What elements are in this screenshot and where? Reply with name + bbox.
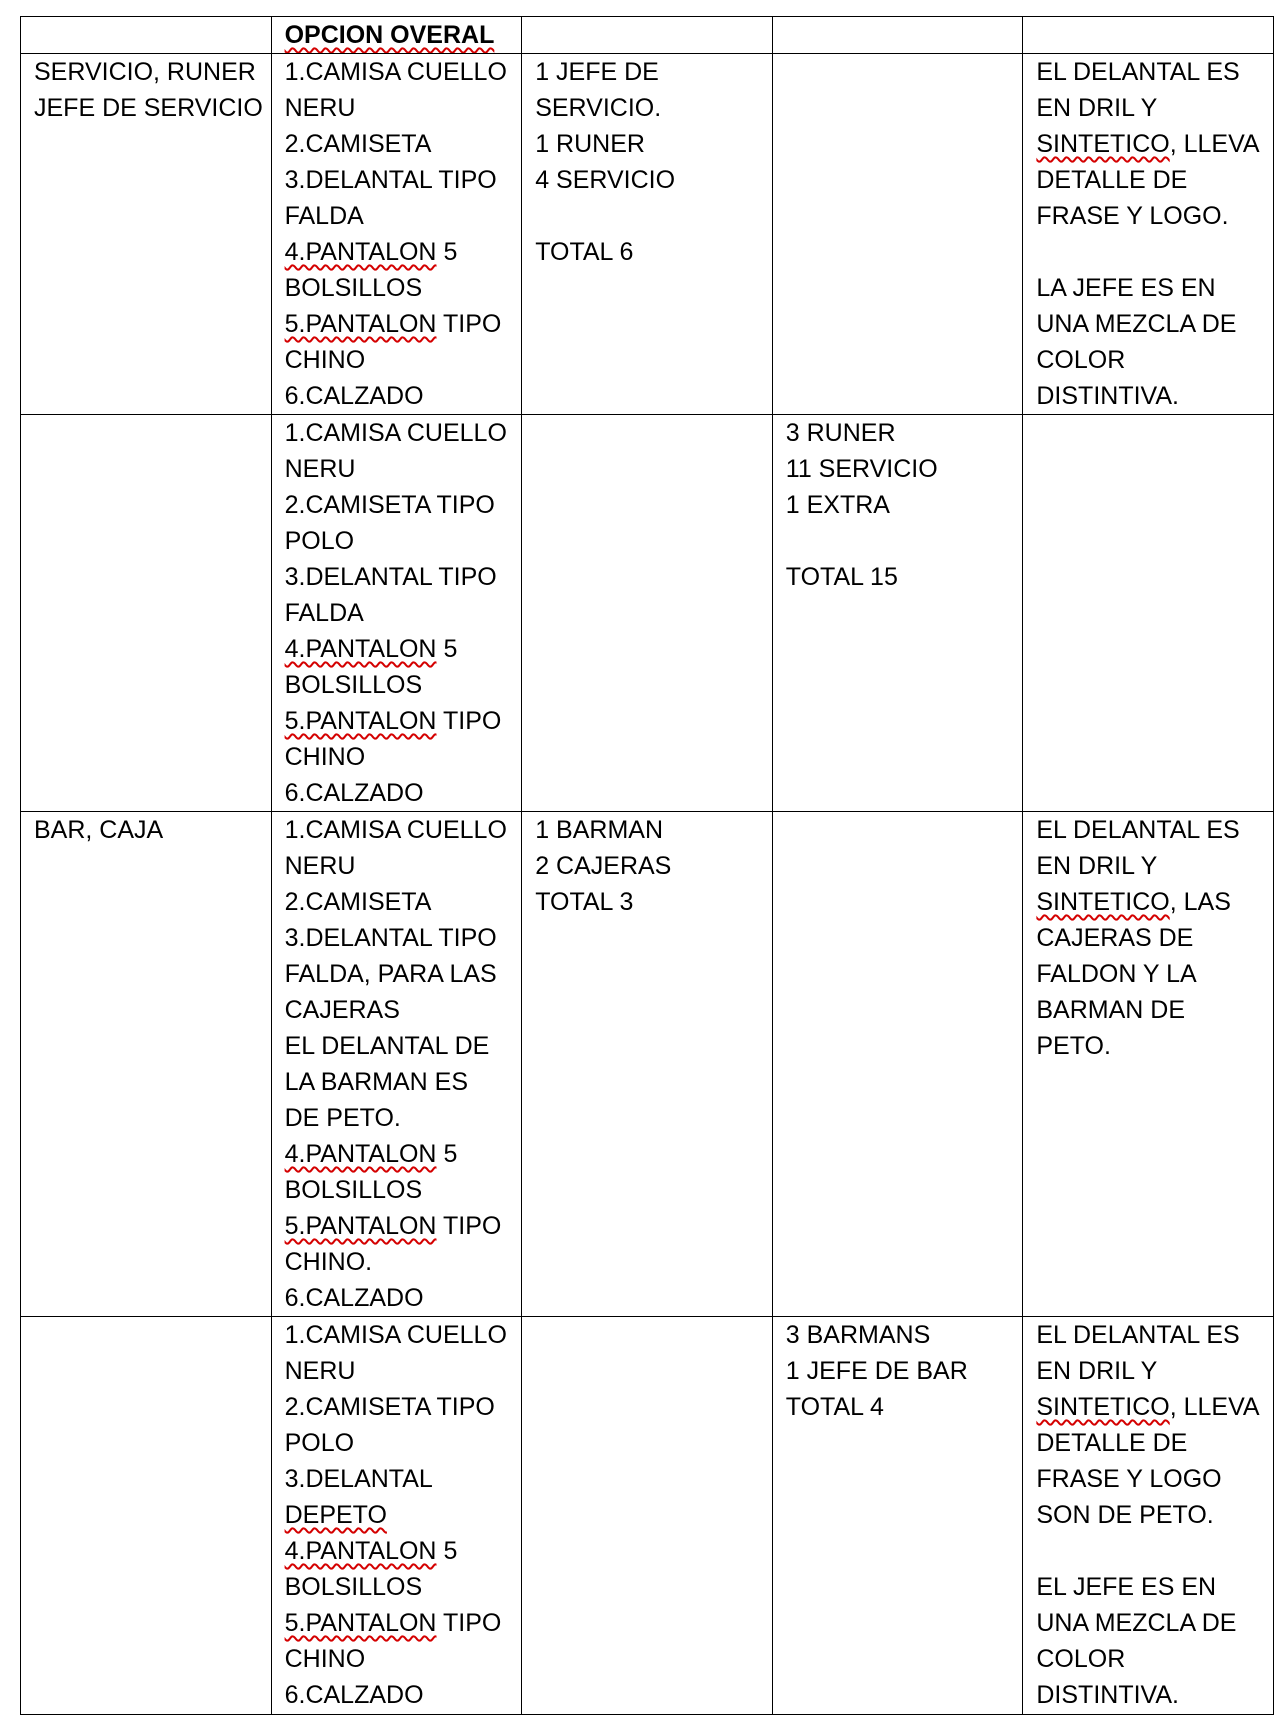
uniform-table: [20, 16, 1274, 1715]
cell-line: 6.CALZADO: [284, 382, 424, 410]
cell-line: CHINO: [284, 1645, 366, 1673]
cell-line: POLO: [284, 527, 355, 555]
cell-line: 3 BARMANS: [785, 1321, 931, 1349]
area-cell: [21, 415, 272, 812]
table-row: [21, 54, 1274, 415]
notes-cell: [1023, 1317, 1274, 1715]
cell-line: EL DELANTAL DE: [284, 1032, 490, 1060]
cell-line: EN DRIL Y: [1036, 94, 1158, 122]
cell-line: DISTINTIVA.: [1036, 1681, 1179, 1709]
cell-line: 2.CAMISETA TIPO: [284, 491, 495, 519]
cell-line: 5.PANTALON TIPO: [284, 1212, 502, 1240]
cell-line: 1.CAMISA CUELLO: [284, 419, 507, 447]
table-row: [21, 1317, 1274, 1715]
cell-line: DEPETO: [284, 1501, 387, 1529]
cell-line: FALDA, PARA LAS: [284, 960, 497, 988]
cell-line: FALDON Y LA: [1036, 960, 1197, 988]
cell-line: 2.CAMISETA: [284, 130, 432, 158]
garments-cell: [271, 415, 522, 812]
cell-line: 6.CALZADO: [284, 779, 424, 807]
cell-line: 2.CAMISETA: [284, 888, 432, 916]
cell-line: CHINO: [284, 743, 366, 771]
garments-cell: [271, 54, 522, 415]
cell-line: NERU: [284, 455, 356, 483]
cell-line: EL DELANTAL ES: [1036, 58, 1240, 86]
cell-line: 3.DELANTAL TIPO: [284, 924, 497, 952]
cell-line: COLOR: [1036, 346, 1126, 374]
staff-alt-cell: [772, 812, 1023, 1317]
cell-line: SINTETICO, LAS: [1036, 888, 1231, 916]
cell-line: SINTETICO, LLEVA: [1036, 1393, 1260, 1421]
cell-line: EL DELANTAL ES: [1036, 1321, 1240, 1349]
cell-line: 3.DELANTAL TIPO: [284, 166, 497, 194]
cell-line: POLO: [284, 1429, 355, 1457]
cell-line: UNA MEZCLA DE: [1036, 310, 1237, 338]
cell-line: TOTAL 6: [535, 238, 634, 266]
cell-line: 4.PANTALON 5: [284, 238, 458, 266]
notes-cell: [1023, 415, 1274, 812]
cell-line: TOTAL 4: [785, 1393, 884, 1421]
cell-line: 5.PANTALON TIPO: [284, 310, 502, 338]
cell-line: CAJERAS: [284, 996, 400, 1024]
cell-line: FRASE Y LOGO.: [1036, 202, 1229, 230]
cell-line: NERU: [284, 852, 356, 880]
header-cell-1: [21, 17, 272, 54]
cell-line: DE PETO.: [284, 1104, 401, 1132]
table-row: [21, 415, 1274, 812]
cell-line: CHINO: [284, 346, 366, 374]
cell-line: SERVICIO, RUNER: [34, 58, 256, 86]
cell-line: SERVICIO.: [535, 94, 662, 122]
staff-alt-cell: [772, 1317, 1023, 1715]
staff-alt-cell: [772, 415, 1023, 812]
blank-line: [535, 198, 760, 234]
cell-line: 1.CAMISA CUELLO: [284, 1321, 507, 1349]
cell-line: BAR, CAJA: [34, 816, 164, 844]
cell-line: FRASE Y LOGO: [1036, 1465, 1222, 1493]
notes-cell: [1023, 812, 1274, 1317]
cell-line: 3.DELANTAL TIPO: [284, 563, 497, 591]
cell-line: COLOR: [1036, 1645, 1126, 1673]
header-row: [21, 17, 1274, 54]
cell-line: DETALLE DE: [1036, 166, 1188, 194]
table-row: [21, 812, 1274, 1317]
staff-cell: [522, 1317, 773, 1715]
area-cell: [21, 1317, 272, 1715]
cell-line: LA BARMAN ES: [284, 1068, 468, 1096]
cell-line: EL DELANTAL ES: [1036, 816, 1240, 844]
header-cell-2: [271, 17, 522, 54]
cell-line: BOLSILLOS: [284, 671, 423, 699]
cell-line: JEFE DE SERVICIO: [34, 94, 263, 122]
cell-line: 1 JEFE DE BAR: [785, 1357, 968, 1385]
cell-line: PETO.: [1036, 1032, 1111, 1060]
cell-line: 2.CAMISETA TIPO: [284, 1393, 495, 1421]
cell-line: BOLSILLOS: [284, 274, 423, 302]
cell-line: 1.CAMISA CUELLO: [284, 58, 507, 86]
staff-cell: [522, 812, 773, 1317]
cell-line: 3 RUNER: [785, 419, 896, 447]
cell-line: BOLSILLOS: [284, 1176, 423, 1204]
cell-line: 5.PANTALON TIPO: [284, 707, 502, 735]
area-cell: [21, 812, 272, 1317]
cell-line: EL JEFE ES EN: [1036, 1573, 1217, 1601]
cell-line: 5.PANTALON TIPO: [284, 1609, 502, 1637]
cell-line: 1 RUNER: [535, 130, 645, 158]
notes-cell: [1023, 54, 1274, 415]
cell-line: 1 BARMAN: [535, 816, 663, 844]
cell-line: 4.PANTALON 5: [284, 635, 458, 663]
cell-line: 11 SERVICIO: [785, 455, 938, 483]
cell-line: 1.CAMISA CUELLO: [284, 816, 507, 844]
blank-line: [786, 523, 1011, 559]
cell-line: 1 EXTRA: [785, 491, 890, 519]
cell-line: 4.PANTALON 5: [284, 1140, 458, 1168]
cell-line: 6.CALZADO: [284, 1284, 424, 1312]
header-cell-3: [522, 17, 773, 54]
cell-line: 6.CALZADO: [284, 1681, 424, 1709]
cell-line: 1 JEFE DE: [535, 58, 659, 86]
staff-cell: [522, 54, 773, 415]
cell-line: LA JEFE ES EN: [1036, 274, 1216, 302]
cell-line: CHINO.: [284, 1248, 373, 1276]
cell-line: DETALLE DE: [1036, 1429, 1188, 1457]
blank-line: [1036, 1533, 1261, 1569]
cell-line: CAJERAS DE: [1036, 924, 1194, 952]
cell-line: TOTAL 15: [785, 563, 898, 591]
cell-line: SON DE PETO.: [1036, 1501, 1214, 1529]
area-cell: [21, 54, 272, 415]
cell-line: 4 SERVICIO: [535, 166, 676, 194]
header-cell-4: [772, 17, 1023, 54]
cell-line: FALDA: [284, 599, 364, 627]
cell-line: BARMAN DE: [1036, 996, 1186, 1024]
cell-line: NERU: [284, 94, 356, 122]
blank-line: [1036, 234, 1261, 270]
cell-line: EN DRIL Y: [1036, 1357, 1158, 1385]
cell-line: DISTINTIVA.: [1036, 382, 1179, 410]
cell-line: BOLSILLOS: [284, 1573, 423, 1601]
cell-line: EN DRIL Y: [1036, 852, 1158, 880]
cell-line: 4.PANTALON 5: [284, 1537, 458, 1565]
cell-line: 3.DELANTAL: [284, 1465, 433, 1493]
garments-cell: [271, 1317, 522, 1715]
cell-line: UNA MEZCLA DE: [1036, 1609, 1237, 1637]
staff-alt-cell: [772, 54, 1023, 415]
column-title: OPCION OVERAL: [284, 21, 495, 49]
cell-line: 2 CAJERAS: [535, 852, 672, 880]
cell-line: FALDA: [284, 202, 364, 230]
garments-cell: [271, 812, 522, 1317]
header-cell-5: [1023, 17, 1274, 54]
cell-line: TOTAL 3: [535, 888, 634, 916]
staff-cell: [522, 415, 773, 812]
cell-line: SINTETICO, LLEVA: [1036, 130, 1260, 158]
cell-line: NERU: [284, 1357, 356, 1385]
